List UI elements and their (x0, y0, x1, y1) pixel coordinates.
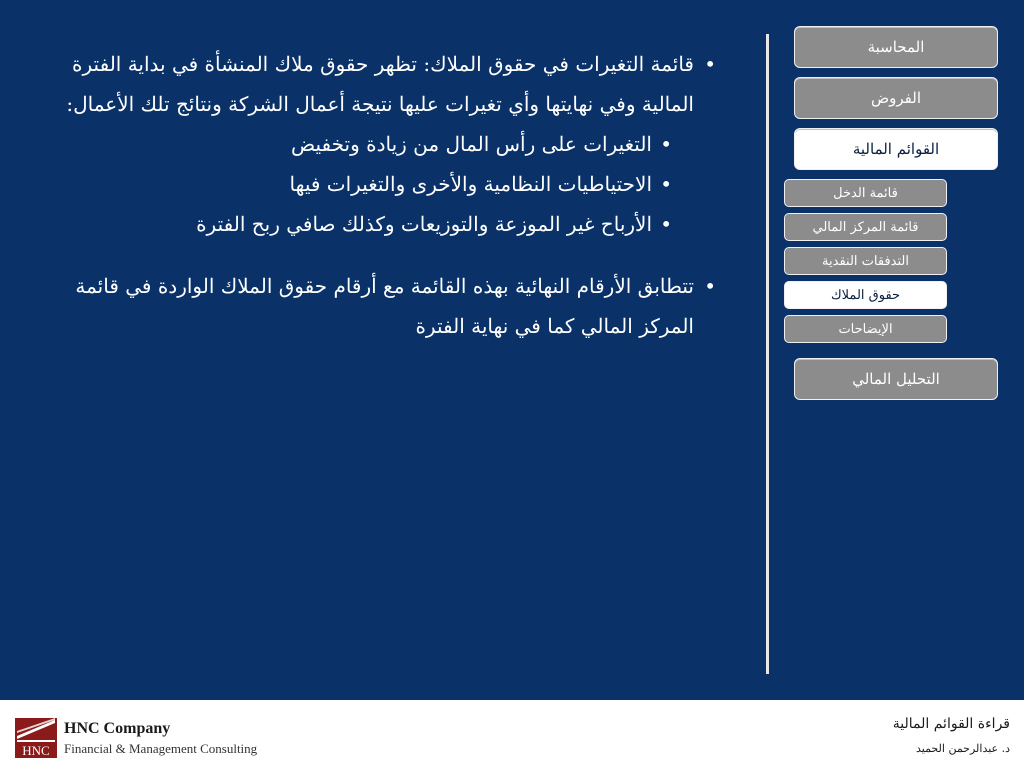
nav-notes-button[interactable] (784, 315, 947, 343)
sub-bullet-text: الأرباح غير الموزعة والتوزيعات وكذلك صافي ربح الفترة (196, 212, 652, 236)
nav-sub-label: قائمة المركز المالي (812, 219, 919, 235)
bullet-dot: • (660, 212, 672, 236)
nav-sub-label: التدفقات النقدية (822, 253, 909, 269)
company-tagline: Financial & Management Consulting (64, 741, 258, 756)
nav-assumptions-button[interactable] (794, 77, 998, 119)
presentation-author: د. عبدالرحمن الحميد (915, 742, 1010, 755)
nav-owners-equity-button[interactable] (784, 281, 947, 309)
sub-bullet-text: الاحتياطيات النظامية والأخرى والتغيرات فيها (289, 172, 652, 196)
company-name: HNC Company (64, 720, 171, 737)
footer (0, 700, 1024, 768)
nav-sub-label: قائمة الدخل (833, 185, 898, 201)
slide-content (40, 44, 716, 346)
nav-cash-flows-button[interactable] (784, 247, 947, 275)
bullet-dot: • (660, 132, 672, 156)
nav-financial-analysis-button[interactable] (794, 358, 998, 400)
nav-accounting-button[interactable] (794, 26, 998, 68)
nav-financial-statements-button[interactable] (794, 128, 998, 170)
logo-text: HNC (22, 743, 50, 758)
bullet-dot: • (704, 52, 716, 76)
sub-bullet-retained-earnings (40, 204, 672, 244)
presentation-title: قراءة القوائم المالية (892, 716, 1010, 732)
bullet-text: تتطابق الأرقام النهائية بهذه القائمة مع أرقام حقوق الملاك الواردة في قائمة المركز المالي كما في نهاية الفترة (75, 274, 694, 338)
sub-bullet-text: التغيرات على رأس المال من زيادة وتخفيض (290, 132, 652, 156)
nav-label: المحاسبة (867, 38, 925, 56)
bullet-reconciliation (34, 266, 716, 346)
bullet-dot: • (704, 274, 716, 298)
nav-label: التحليل المالي (852, 370, 940, 388)
sub-bullet-reserves (40, 164, 672, 204)
bullet-equity-statement (34, 44, 716, 124)
nav-income-statement-button[interactable] (784, 179, 947, 207)
nav-label: الفروض (871, 89, 921, 107)
bullet-dot: • (660, 172, 672, 196)
bullet-text: قائمة التغيرات في حقوق الملاك: تظهر حقوق ملاك المنشأة في بداية الفترة المالية وفي نهايتها وأي تغيرات عليها نتيجة أعمال الشركة ونتائج تلك الأعمال: (66, 52, 694, 116)
hnc-logo-icon (15, 718, 57, 758)
nav-sub-label: حقوق الملاك (830, 287, 901, 303)
nav-balance-sheet-button[interactable] (784, 213, 947, 241)
sub-bullet-capital (40, 124, 672, 164)
nav-sub-label: الإيضاحات (838, 321, 893, 337)
nav-label: القوائم المالية (852, 140, 940, 158)
vertical-divider (766, 34, 769, 674)
